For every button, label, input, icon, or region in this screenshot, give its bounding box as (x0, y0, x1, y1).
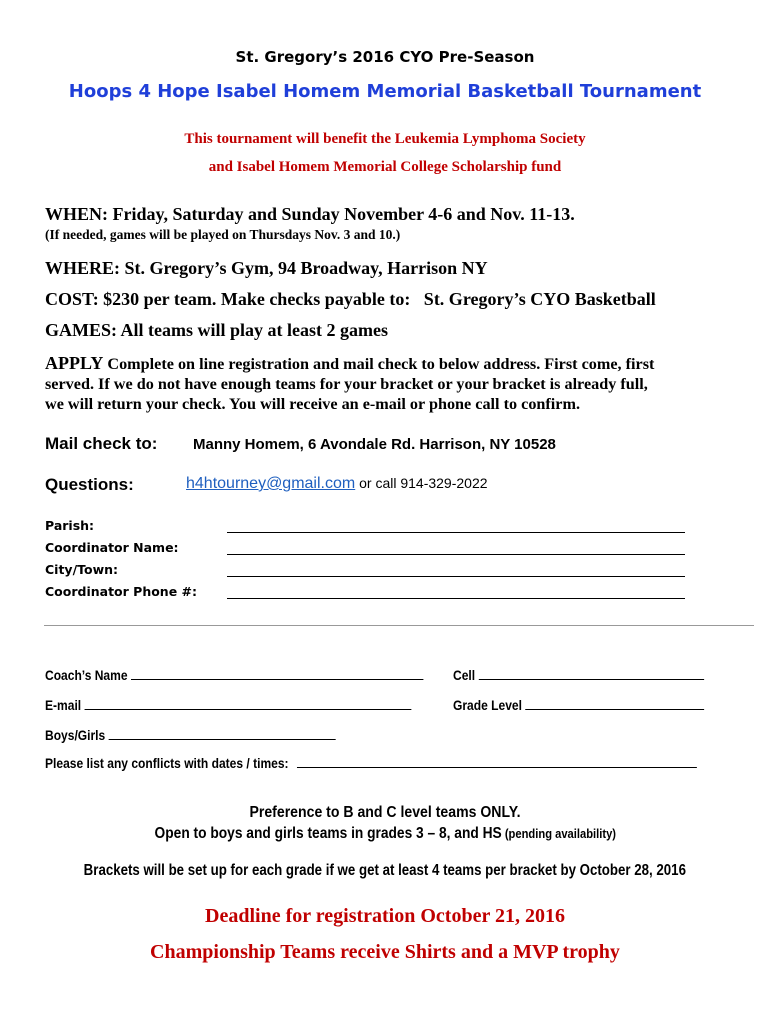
grade-level-field[interactable] (525, 709, 704, 710)
grade-level-row (453, 697, 704, 713)
conflicts-label: Please list any conflicts with dates / times: (45, 755, 289, 771)
preference-note (0, 804, 770, 822)
brackets-text: Brackets will be set up for each grade if we get at least 4 teams per bracket by October 28, 2016 (83, 862, 687, 879)
boys-girls-row (45, 727, 336, 743)
mail-label: Mail check to: (45, 434, 158, 453)
cell-label: Cell (453, 667, 476, 683)
brackets-note (0, 862, 770, 880)
email-label: E-mail (45, 697, 82, 713)
games-text: : All teams will play at least 2 games (111, 320, 388, 340)
where-label: WHERE (45, 258, 115, 278)
benefit-line-1: This tournament will benefit the Leukemia Lymphoma Society (184, 131, 586, 147)
coordinator-name-field[interactable] (227, 554, 685, 555)
cost-text: : $230 per team. Make checks payable to: St. Gregory’s CYO Basketball (92, 289, 656, 309)
open-to-text: Open to boys and girls teams in grades 3 – 8, and HS (154, 825, 502, 842)
boys-girls-field[interactable] (109, 739, 336, 740)
open-to-wrap (154, 825, 615, 843)
cell-row (453, 667, 704, 683)
coordinator-phone-label: Coordinator Phone #: (45, 584, 198, 599)
event-line: St. Gregory’s 2016 CYO Pre-Season (235, 48, 535, 66)
deadline: Deadline for registration October 21, 2016 (205, 905, 565, 927)
apply-line-2: served. If we do not have enough teams for your bracket or your bracket is already full, (45, 375, 648, 393)
mail-address: Manny Homem, 6 Avondale Rd. Harrison, NY 10528 (193, 436, 556, 453)
championship: Championship Teams receive Shirts and a MVP trophy (150, 941, 620, 963)
when-label: WHEN (45, 204, 103, 224)
city-town-field[interactable] (227, 576, 685, 577)
preference-text: Preference to B and C level teams ONLY. (249, 804, 521, 821)
city-town-label: City/Town: (45, 562, 119, 577)
coach-name-label: Coach’s Name (45, 667, 128, 683)
apply-label: APPLY (45, 353, 104, 373)
where-text: : St. Gregory’s Gym, 94 Broadway, Harrison NY (114, 258, 488, 278)
grade-level-label: Grade Level (453, 697, 522, 713)
email-link[interactable]: h4htourney@gmail.com (186, 475, 356, 492)
email-row (45, 697, 411, 713)
conflicts-row (45, 755, 697, 771)
cost-line (45, 289, 656, 310)
email-field[interactable] (84, 709, 411, 710)
coach-name-row (45, 667, 423, 683)
open-to-note (0, 825, 770, 843)
benefit-line-2: and Isabel Homem Memorial College Scholarship fund (208, 159, 562, 175)
page-title: Hoops 4 Hope Isabel Homem Memorial Basketball Tournament (68, 81, 702, 102)
cell-field[interactable] (478, 679, 703, 680)
parish-label: Parish: (45, 518, 95, 533)
pending-text: (pending availability) (501, 826, 616, 841)
games-label: GAMES (45, 320, 112, 340)
conflicts-field[interactable] (297, 767, 697, 768)
games-line (45, 320, 388, 341)
questions-contact (186, 475, 488, 493)
parish-field[interactable] (227, 532, 685, 533)
when-note: (If needed, games will be played on Thursdays Nov. 3 and 10.) (45, 227, 401, 242)
coordinator-phone-field[interactable] (227, 598, 685, 599)
coordinator-name-label: Coordinator Name: (45, 540, 179, 555)
cost-label: COST (45, 289, 93, 309)
apply-line-1 (45, 353, 654, 374)
when-line (45, 204, 575, 225)
questions-label: Questions: (45, 475, 134, 494)
when-text: : Friday, Saturday and Sunday November 4-6 and Nov. 11-13. (102, 204, 575, 224)
coach-name-field[interactable] (131, 679, 423, 680)
apply-line-3: we will return your check. You will receive an e-mail or phone call to confirm. (45, 395, 581, 413)
where-line (45, 258, 488, 279)
section-divider (44, 625, 754, 626)
phone-text: or call 914-329-2022 (355, 475, 488, 491)
apply-text-1: Complete on line registration and mail check to below address. First come, first (103, 355, 655, 373)
boys-girls-label: Boys/Girls (45, 727, 106, 743)
